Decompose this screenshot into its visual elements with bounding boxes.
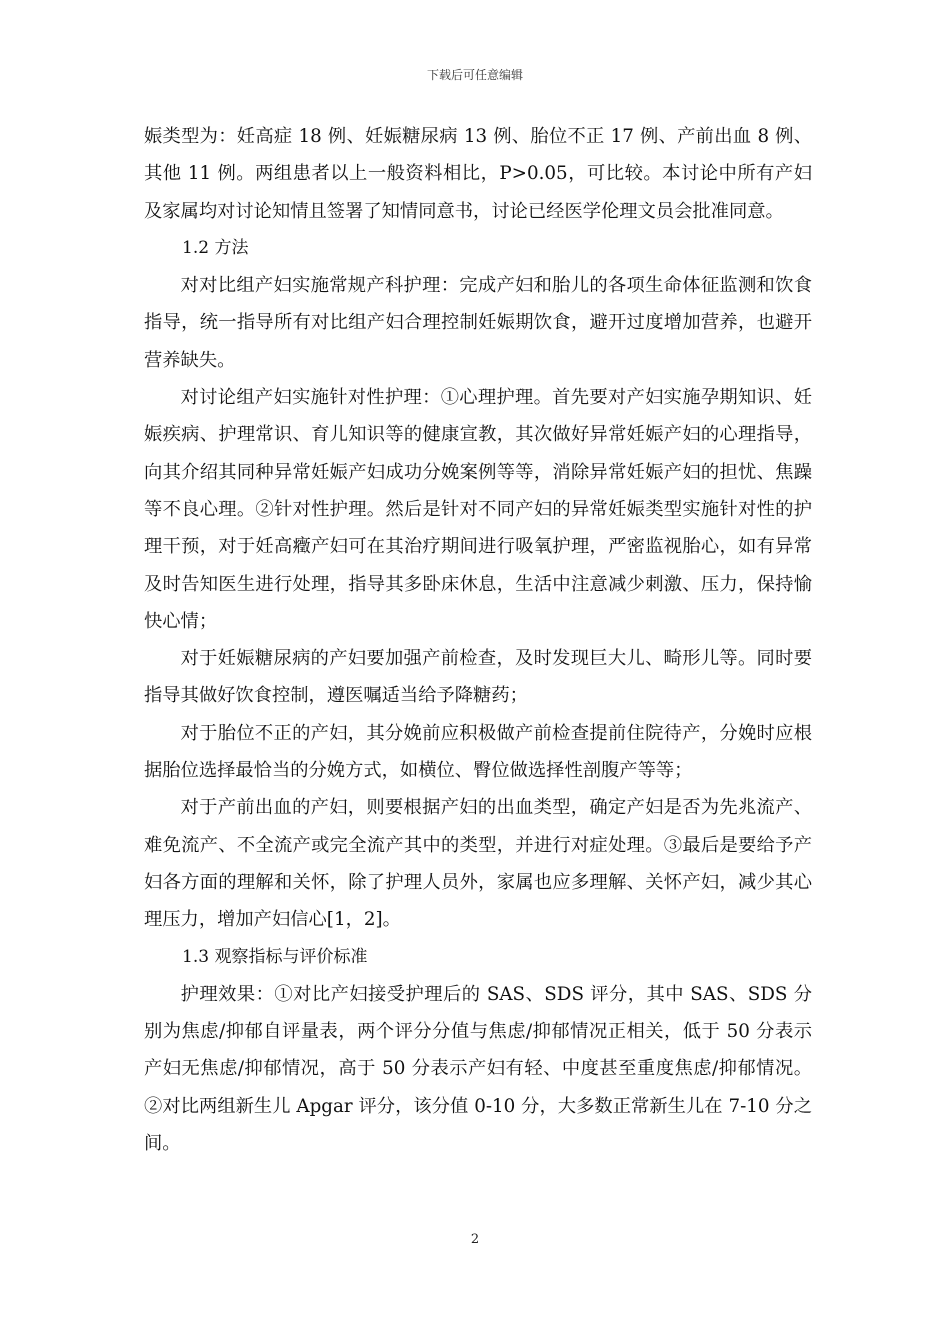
page-header: 下载后可任意编辑: [426, 68, 523, 82]
page-number: 2: [470, 1232, 480, 1247]
paragraph-antepartum-hemorrhage: 对于产前出血的产妇，则要根据产妇的出血类型，确定产妇是否为先兆流产、难免流产、不全流产或完全流产其中的类型，并进行对症处理。③最后是要给予产妇各方面的理解和关怀，除了护理人员外，家属也应多理解、关怀产妇，减少其心理压力，增加产妇信心[1，2]。: [144, 797, 812, 931]
paragraph-patient-types: 娠类型为：妊高症 18 例、妊娠糖尿病 13 例、胎位不正 17 例、产前出血 8 例、其他 11 例。两组患者以上一般资料相比，P>0.05，可比较。本讨论中所有产妇及家属均对讨论知情且签署了知情同意书，讨论已经医学伦理文员会批准同意。: [144, 126, 812, 222]
paragraph-control-group: 对对比组产妇实施常规产科护理：完成产妇和胎儿的各项生命体征监测和饮食指导，统一指导所有对比组产妇合理控制妊娠期饮食，避开过度增加营养，也避开营养缺失。: [144, 275, 812, 371]
document-body: [144, 118, 812, 1162]
paragraph-fetal-position: 对于胎位不正的产妇，其分娩前应积极做产前检查提前住院待产，分娩时应根据胎位选择最恰当的分娩方式，如横位、臀位做选择性剖腹产等等；: [144, 722, 812, 782]
section-heading-methods: 1.2 方法: [182, 237, 249, 258]
paragraph-study-group: 对讨论组产妇实施针对性护理：①心理护理。首先要对产妇实施孕期知识、妊娠疾病、护理常识、育儿知识等的健康宣教，其次做好异常妊娠产妇的心理指导，向其介绍其同种异常妊娠产妇成功分娩案例等等，消除异常妊娠产妇的担忧、焦躁等不良心理。②针对性护理。然后是针对不同产妇的异常妊娠类型实施针对性的护理干预，对于妊高癥产妇可在其治疗期间进行吸氧护理，严密监视胎心，如有异常及时告知医生进行处理，指导其多卧床休息，生活中注意减少刺激、压力，保持愉快心情；: [144, 387, 812, 632]
section-heading-indicators: 1.3 观察指标与评价标准: [182, 946, 368, 967]
paragraph-gestational-diabetes: 对于妊娠糖尿病的产妇要加强产前检查，及时发现巨大儿、畸形儿等。同时要指导其做好饮食控制，遵医嘱适当给予降糖药；: [144, 648, 812, 707]
paragraph-evaluation: 护理效果：①对比产妇接受护理后的 SAS、SDS 评分，其中 SAS、SDS 分别为焦虑/抑郁自评量表，两个评分分值与焦虑/抑郁情况正相关，低于 50 分表示产妇无焦虑/抑郁情况，高于 50 分表示产妇有轻、中度甚至重度焦虑/抑郁情况。②对比两组新生儿 Apgar 评分，该分值 0-10 分，大多数正常新生儿在 7-10 分之间。: [144, 983, 812, 1155]
